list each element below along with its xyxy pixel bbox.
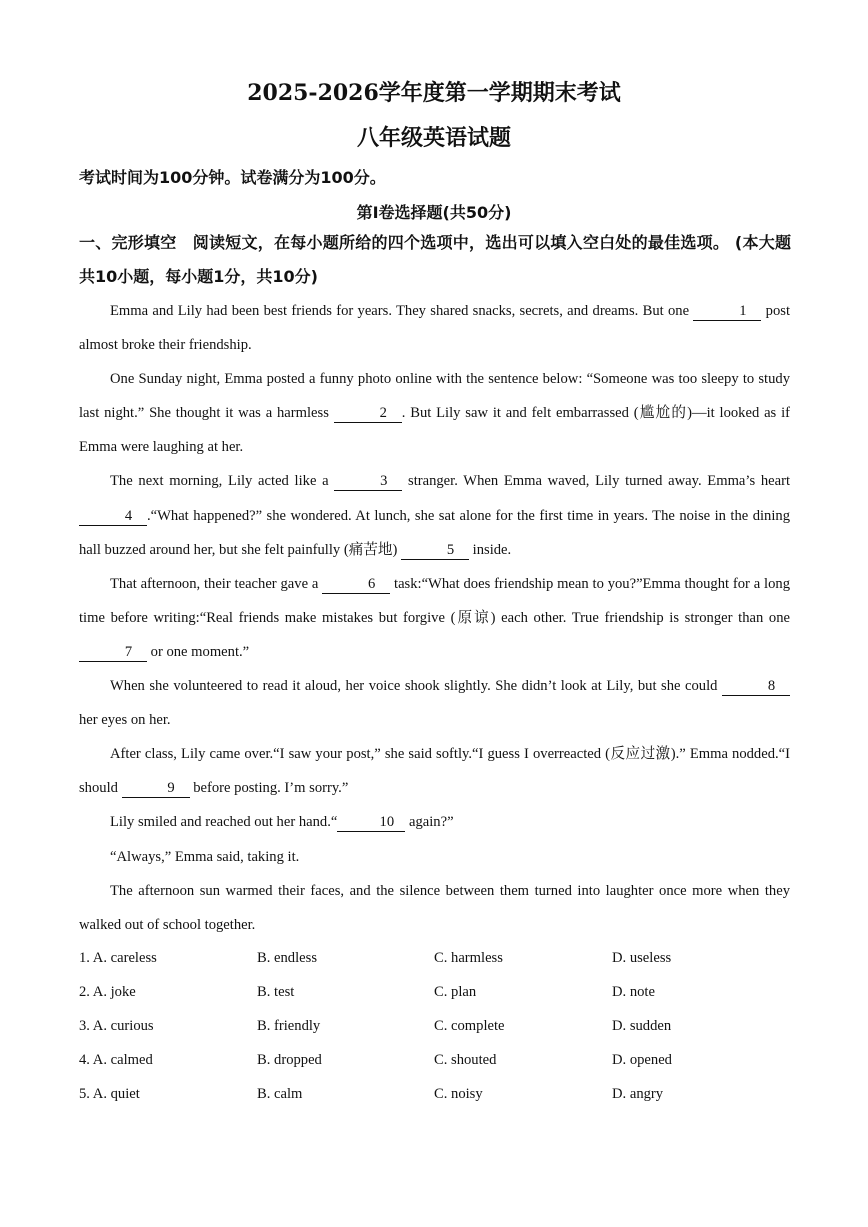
blank-1: 1	[693, 303, 761, 321]
option-row-3	[79, 1011, 791, 1045]
paragraph-3	[79, 464, 790, 566]
text: Lily smiled and reached out her hand.“	[110, 814, 338, 831]
options-list	[79, 943, 791, 1113]
text: The next morning, Lily acted like a	[110, 473, 335, 490]
text: .“What happened?” she wondered. At lunch, she sat alone for the first time in years. The noise in the dining hall buzzed around her, but she felt painfully (痛苦地)	[79, 507, 790, 558]
blank-3: 3	[334, 473, 402, 491]
option-a: 3. A. curious	[79, 1018, 154, 1035]
paragraph-4	[79, 567, 790, 669]
paragraph-8	[79, 840, 790, 874]
paragraph-9	[79, 874, 790, 942]
option-a: 1. A. careless	[79, 950, 157, 966]
option-row-5	[79, 1079, 791, 1113]
text: stranger. When Emma waved, Lily turned away. Emma’s heart	[402, 473, 790, 490]
option-d: D. opened	[612, 1052, 672, 1069]
option-d: D. angry	[612, 1086, 664, 1103]
paragraph-1	[79, 294, 790, 362]
option-a: 2. A. joke	[79, 984, 136, 1001]
option-c: C. complete	[434, 1018, 505, 1035]
paragraph-6	[79, 737, 790, 805]
blank-6: 6	[322, 576, 390, 594]
option-a: 4. A. calmed	[79, 1052, 153, 1069]
option-row-1	[79, 943, 791, 977]
text: task:“What does friendship mean to you?”Emma thought for a long time before writing:“Real friends make mistakes but forgive (原谅) each other. True friendship is stronger than one	[79, 575, 790, 626]
option-b: B. dropped	[257, 1052, 322, 1069]
exam-info: 考试时间为100分钟。试卷满分为100分。	[79, 168, 386, 187]
text: Emma and Lily had been best friends for years. They shared snacks, secrets, and dreams. But one	[110, 303, 694, 319]
paragraph-5	[79, 669, 790, 737]
text: After class, Lily came over.“I saw your post,” she said softly.“I guess I overreacted (反应过激).” Emma nodded.“I should	[79, 746, 790, 797]
option-d: D. sudden	[612, 1018, 672, 1035]
text: The afternoon sun warmed their faces, and the silence between them turned into laughter once more when they walked out of school together.	[79, 882, 790, 933]
blank-8: 8	[722, 678, 790, 696]
option-b: B. test	[257, 984, 295, 1001]
text: inside.	[469, 541, 512, 558]
text: or one moment.”	[147, 643, 250, 660]
option-b: B. calm	[257, 1086, 303, 1103]
section-heading: 第I卷选择题(共50分)	[356, 203, 512, 222]
blank-2: 2	[334, 405, 402, 423]
exam-subtitle: 八年级英语试题	[356, 125, 511, 151]
blank-10: 10	[337, 814, 405, 832]
text: One Sunday night, Emma posted a funny photo online with the sentence below: “Someone was too sleepy to study last night.” She thought it was a harmless	[79, 371, 790, 422]
option-row-2	[79, 977, 791, 1011]
blank-4: 4	[79, 508, 147, 526]
cloze-passage	[79, 294, 790, 942]
text: When she volunteered to read it aloud, her voice shook slightly. She didn’t look at Lily, but she could	[110, 678, 722, 695]
text: “Always,” Emma said, taking it.	[110, 848, 300, 865]
option-d: D. useless	[612, 950, 672, 966]
option-row-4	[79, 1045, 791, 1079]
option-c: C. noisy	[434, 1086, 483, 1103]
blank-5: 5	[401, 542, 469, 560]
option-d: D. note	[612, 984, 655, 1001]
part-instruction: 一、完形填空 阅读短文，在每小题所给的四个选项中，选出可以填入空白处的最佳选项。 (本大题共10小题，每小题1分，共10分)	[79, 233, 791, 286]
paragraph-7	[79, 805, 790, 839]
text: her eyes on her.	[79, 712, 171, 729]
blank-9: 9	[122, 780, 190, 798]
text: post almost broke their friendship.	[79, 303, 790, 354]
option-c: C. harmless	[434, 950, 503, 966]
option-a: 5. A. quiet	[79, 1086, 140, 1103]
text: again?”	[405, 814, 454, 831]
blank-7: 7	[79, 644, 147, 662]
option-b: B. endless	[257, 950, 317, 966]
option-c: C. plan	[434, 984, 477, 1001]
text: . But Lily saw it and felt embarrassed (尴尬的)—it looked as if Emma were laughing at her.	[79, 405, 790, 456]
option-c: C. shouted	[434, 1052, 497, 1069]
paragraph-2	[79, 362, 790, 464]
text: That afternoon, their teacher gave a	[110, 575, 323, 592]
option-b: B. friendly	[257, 1018, 321, 1035]
exam-title: 2025-2026学年度第一学期期末考试	[247, 80, 621, 106]
text: before posting. I’m sorry.”	[189, 780, 349, 797]
